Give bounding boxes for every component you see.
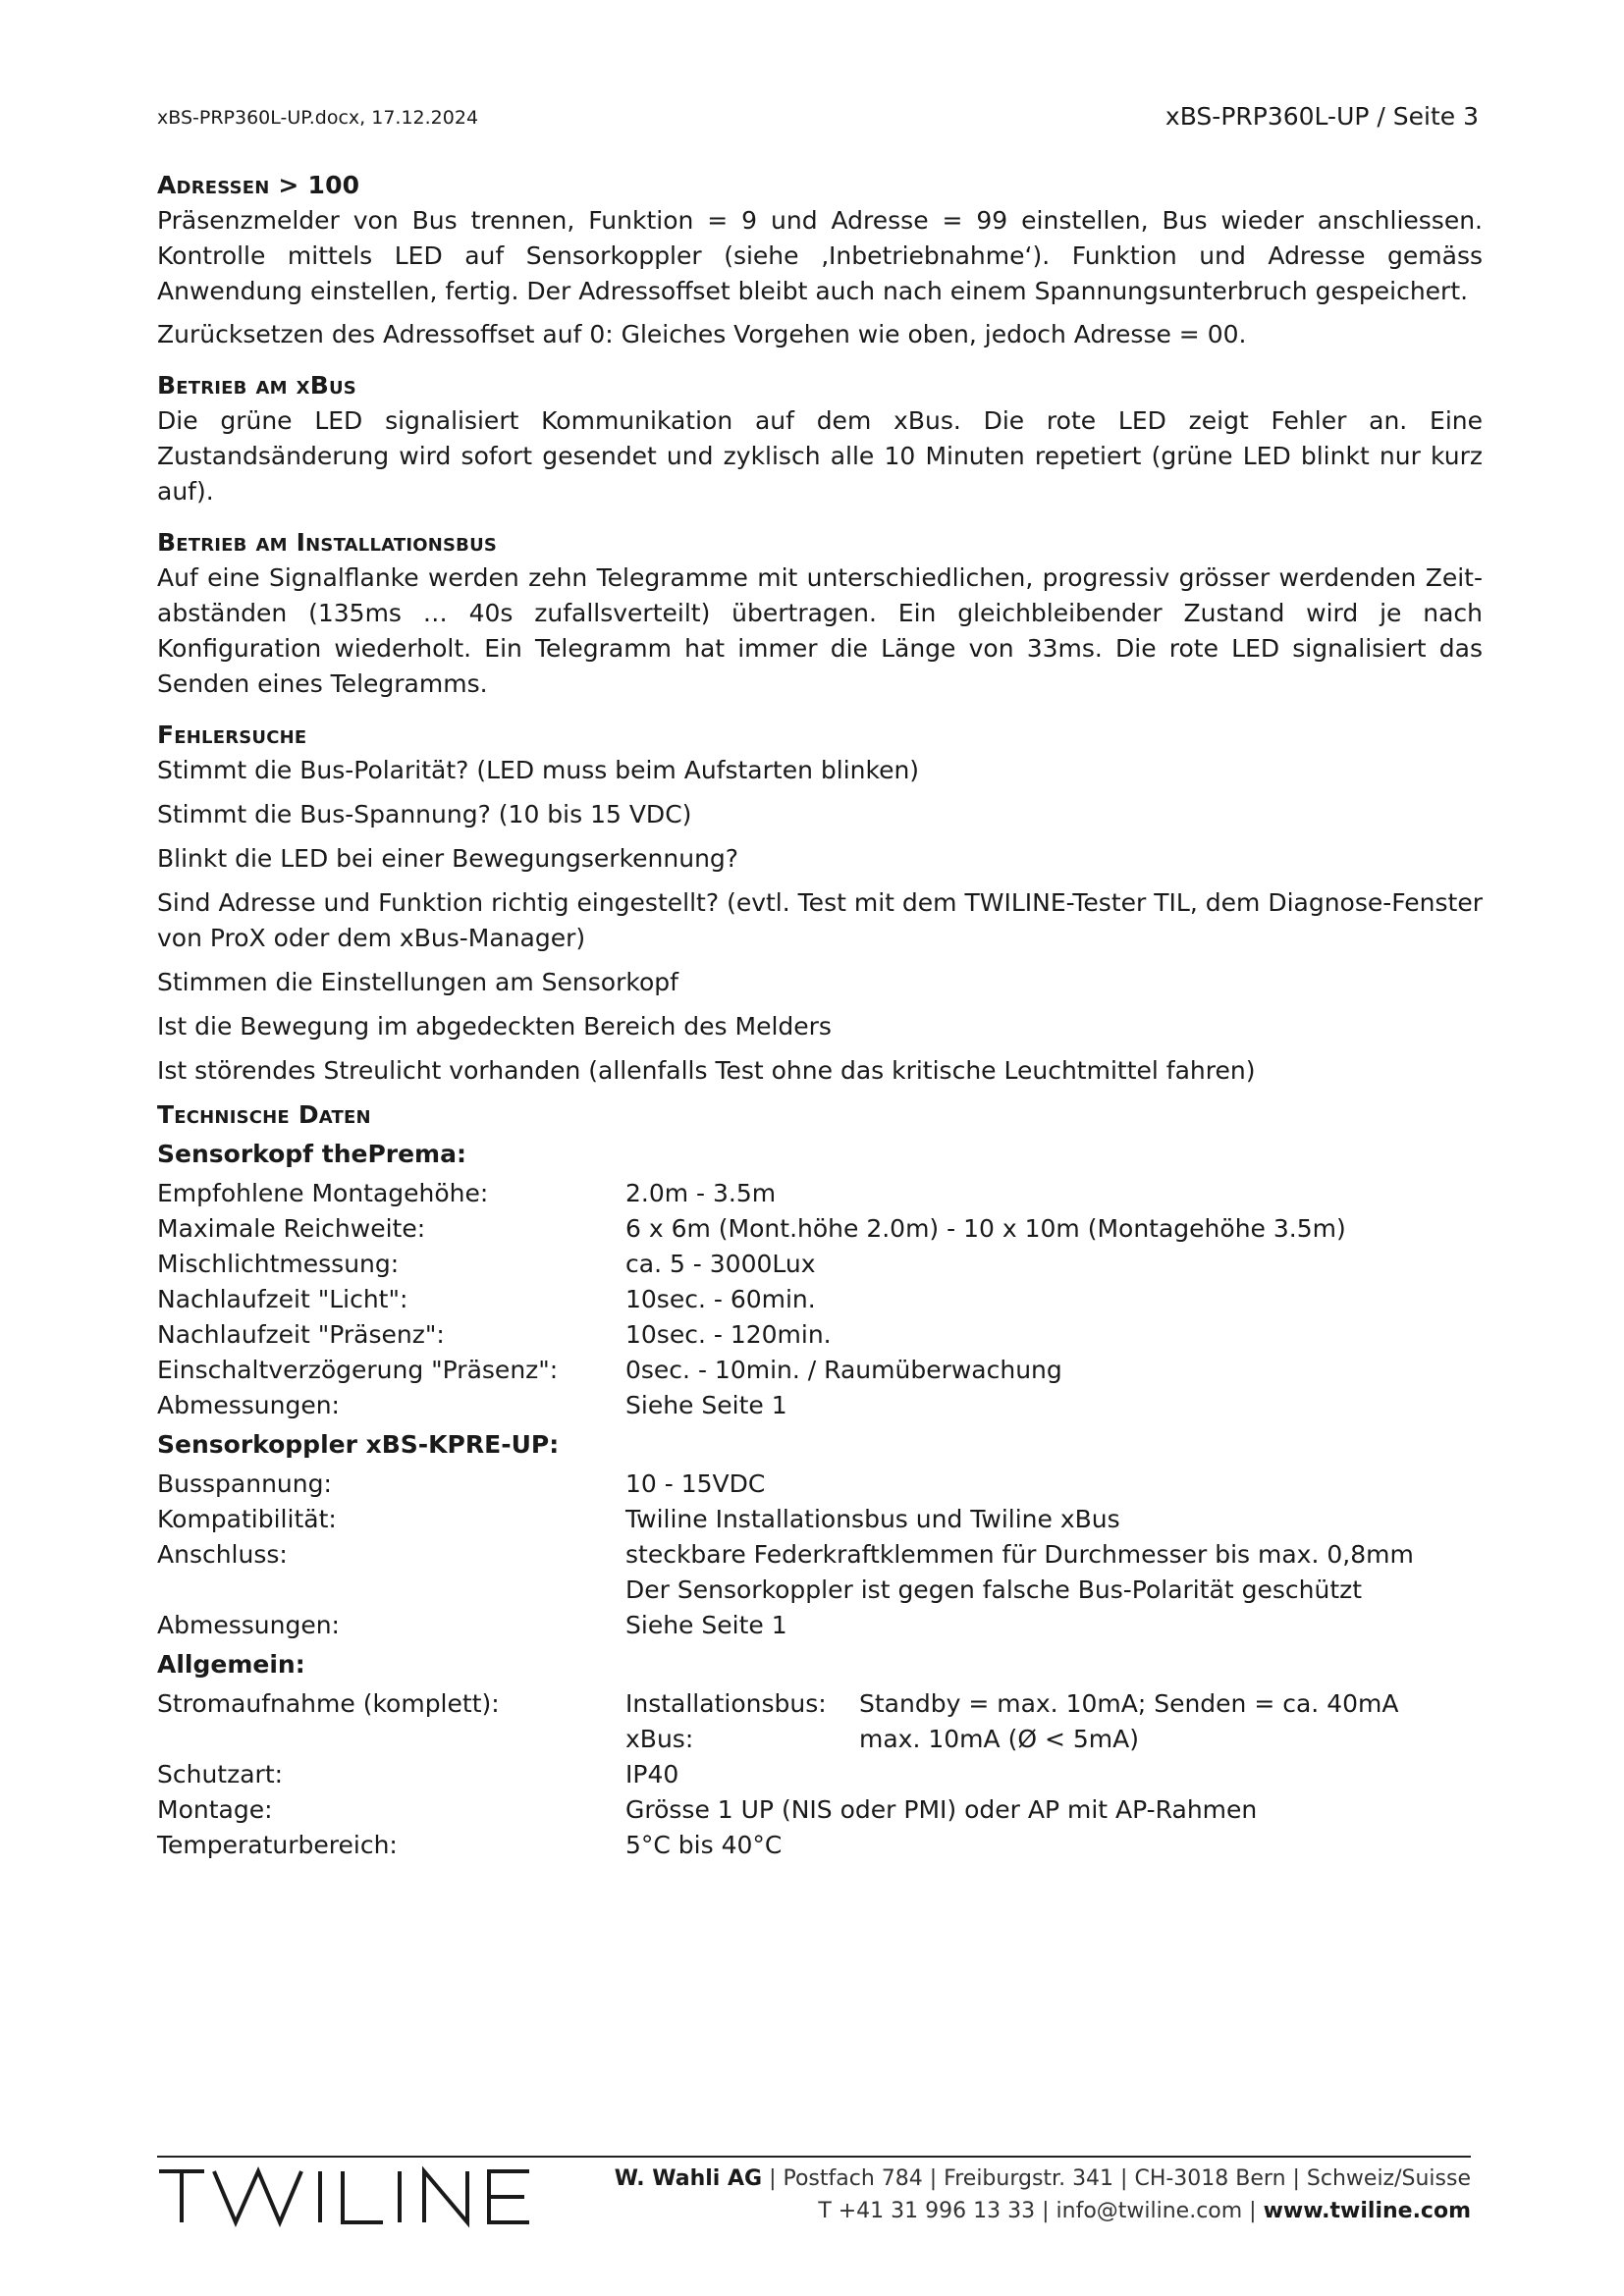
subheading-allgemein: Allgemein: — [157, 1650, 305, 1679]
spec-row — [157, 1211, 1483, 1247]
spec-label: Empfohlene Montagehöhe: — [157, 1179, 489, 1207]
fehlersuche-item: Blinkt die LED bei einer Bewegungserkennung? — [157, 844, 739, 873]
spec-row — [157, 1176, 1483, 1211]
spec-row — [157, 1282, 1483, 1317]
spec-row — [157, 1537, 1483, 1608]
logo-text: TWILINE — [157, 2160, 162, 2161]
spec-label: Schutzart: — [157, 1760, 284, 1789]
spec-row — [157, 1792, 1483, 1828]
spec-label: Nachlaufzeit "Licht": — [157, 1285, 408, 1313]
spec-row — [157, 1757, 1483, 1792]
spec-row — [157, 1317, 1483, 1353]
fehlersuche-item: Stimmt die Bus-Spannung? (10 bis 15 VDC) — [157, 800, 692, 828]
header-page-number: xBS-PRP360L-UP / Seite 3 — [1164, 102, 1479, 131]
spec-label: Kompatibilität: — [157, 1505, 337, 1533]
spec-label: Maximale Reichweite: — [157, 1214, 426, 1243]
spec-value: 0sec. - 10min. / Raumüberwachung — [625, 1356, 1062, 1384]
spec-value: Grösse 1 UP (NIS oder PMI) oder AP mit AP-Rahmen — [625, 1795, 1258, 1824]
spec-value: Twiline Installationsbus und Twiline xBus — [625, 1505, 1120, 1533]
spec-label: Abmessungen: — [157, 1391, 340, 1419]
spec-row — [157, 1608, 1483, 1643]
spec-value: Siehe Seite 1 — [625, 1611, 787, 1639]
paragraph-adressen-1: Präsenzmelder von Bus trennen, Funktion = 9 und Adresse = 99 einstellen, Bus wieder anschliessen. Kontrolle mittels LED auf Sensorkoppler (siehe ‚Inbetriebnahme‘). Funktion und Adresse gemäss Anwendung einstellen, fertig. Der Adressoffset bleibt auch nach einem Spannungsunterbruch gespeichert. — [157, 206, 1483, 305]
spec-label: Abmessungen: — [157, 1611, 340, 1639]
spec-row — [157, 1388, 1483, 1423]
spec-sublabel: xBus: — [625, 1725, 694, 1753]
spec-label: Temperaturbereich: — [157, 1831, 398, 1859]
spec-value: IP40 — [625, 1760, 679, 1789]
fehlersuche-item: Ist störendes Streulicht vorhanden (allenfalls Test ohne das kritische Leuchtmittel fahren) — [157, 1056, 1256, 1085]
footer-phone-email: T +41 31 996 13 33 | info@twiline.com | — [818, 2199, 1264, 2223]
footer-address: | Postfach 784 | Freiburgstr. 341 | CH-3018 Bern | Schweiz/Suisse — [762, 2166, 1471, 2191]
subheading-sensorkopf: Sensorkopf thePrema: — [157, 1140, 466, 1168]
spec-value: 10 - 15VDC — [625, 1469, 766, 1498]
spec-value: Standby = max. 10mA; Senden = ca. 40mA — [859, 1689, 1399, 1718]
spec-value: 6 x 6m (Mont.höhe 2.0m) - 10 x 10m (Montagehöhe 3.5m) — [625, 1214, 1346, 1243]
footer-contact — [615, 2163, 1471, 2227]
spec-label: Einschaltverzögerung "Präsenz": — [157, 1356, 559, 1384]
heading-adressen: Adressen > 100 — [157, 171, 360, 199]
spec-row — [157, 1353, 1483, 1388]
heading-betrieb-xbus: Betrieb am xBus — [157, 371, 356, 400]
spec-label: Montage: — [157, 1795, 273, 1824]
spec-label: Stromaufnahme (komplett): — [157, 1689, 500, 1718]
spec-row — [157, 1722, 1483, 1757]
footer-website-link[interactable]: www.twiline.com — [1263, 2199, 1471, 2223]
subheading-sensorkoppler: Sensorkoppler xBS-KPRE-UP: — [157, 1430, 560, 1459]
spec-value: 10sec. - 120min. — [625, 1320, 832, 1349]
fehlersuche-item: Ist die Bewegung im abgedeckten Bereich des Melders — [157, 1012, 832, 1041]
spec-label: Nachlaufzeit "Präsenz": — [157, 1320, 445, 1349]
paragraph-betrieb-installationsbus: Auf eine Signalflanke werden zehn Telegramme mit unterschiedlichen, progressiv grösser werdenden Zeit-abständen (135ms … 40s zufallsverteilt) übertragen. Ein gleichbleibender Zustand wird je nach Konfiguration wiederholt. Ein Telegramm hat immer die Länge von 33ms. Die rote LED signalisiert das Senden eines Telegramms. — [157, 563, 1483, 698]
page-content — [157, 168, 1483, 1863]
spec-label: Busspannung: — [157, 1469, 332, 1498]
spec-row — [157, 1686, 1483, 1722]
spec-label: Mischlichtmessung: — [157, 1250, 400, 1278]
twiline-logo — [157, 2160, 555, 2228]
spec-value: 10sec. - 60min. — [625, 1285, 816, 1313]
spec-label: Anschluss: — [157, 1540, 288, 1569]
spec-value-line: steckbare Federkraftklemmen für Durchmesser bis max. 0,8mm — [625, 1540, 1414, 1569]
heading-betrieb-installationsbus: Betrieb am Installationsbus — [157, 528, 498, 557]
spec-row — [157, 1828, 1483, 1863]
spec-value: Siehe Seite 1 — [625, 1391, 787, 1419]
footer-company: W. Wahli AG — [614, 2166, 763, 2191]
spec-value: max. 10mA (Ø < 5mA) — [859, 1725, 1139, 1753]
fehlersuche-item: Stimmen die Einstellungen am Sensorkopf — [157, 968, 678, 996]
spec-value: ca. 5 - 3000Lux — [625, 1250, 816, 1278]
paragraph-adressen-2: Zurücksetzen des Adressoffset auf 0: Gleiches Vorgehen wie oben, jedoch Adresse = 00. — [157, 320, 1247, 348]
footer-address-line — [615, 2163, 1471, 2195]
fehlersuche-item: Sind Adresse und Funktion richtig eingestellt? (evtl. Test mit dem TWILINE-Tester TIL, dem Diagnose-Fenster von ProX oder dem xBus-Manager) — [157, 888, 1483, 952]
heading-technische-daten: Technische Daten — [157, 1100, 371, 1129]
paragraph-betrieb-xbus: Die grüne LED signalisiert Kommunikation auf dem xBus. Die rote LED zeigt Fehler an. Eine Zustandsänderung wird sofort gesendet und zyklisch alle 10 Minuten repetiert (grüne LED blinkt nur kurz auf). — [157, 406, 1483, 506]
footer-contact-line — [615, 2195, 1471, 2227]
footer-divider — [157, 2156, 1471, 2158]
fehlersuche-item: Stimmt die Bus-Polarität? (LED muss beim Aufstarten blinken) — [157, 756, 920, 784]
header-filename-date: xBS-PRP360L-UP.docx, 17.12.2024 — [157, 107, 479, 129]
spec-value-line: Der Sensorkoppler ist gegen falsche Bus-Polarität geschützt — [625, 1575, 1363, 1604]
spec-row — [157, 1467, 1483, 1502]
spec-row — [157, 1247, 1483, 1282]
heading-fehlersuche: Fehlersuche — [157, 721, 307, 749]
spec-row — [157, 1502, 1483, 1537]
spec-value — [625, 1537, 1483, 1608]
spec-sublabel: Installationsbus: — [625, 1689, 827, 1718]
spec-value: 5°C bis 40°C — [625, 1831, 783, 1859]
spec-value: 2.0m - 3.5m — [625, 1179, 777, 1207]
